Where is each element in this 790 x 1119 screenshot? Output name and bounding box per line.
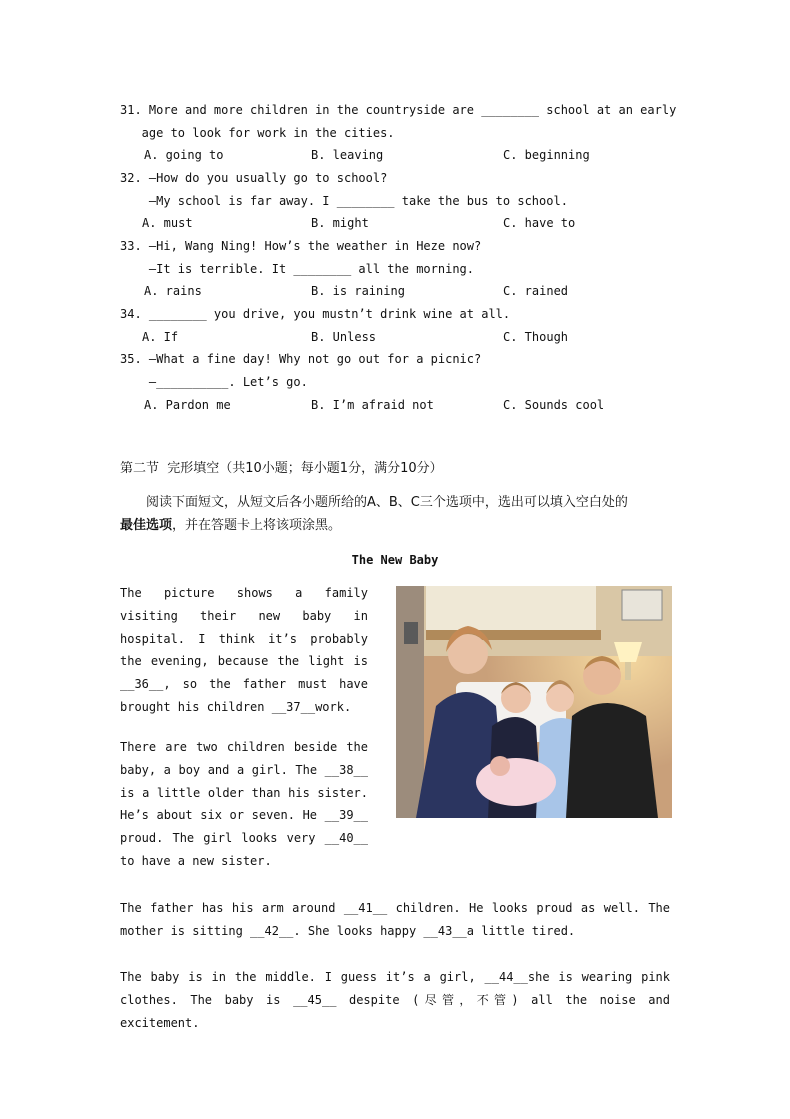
question-32-line-1: 32. —How do you usually go to school? (120, 171, 388, 185)
question-31-line-2: age to look for work in the cities. (120, 126, 395, 140)
passage-title: The New Baby (351, 553, 439, 567)
question-33-line-1: 33. —Hi, Wang Ning! How’s the weather in Heze now? (120, 239, 482, 253)
section-instruction-line-2 (120, 518, 341, 534)
passage-paragraph-3: The father has his arm around __41__ children. He looks proud as well. The mother is sitting __42__. She looks happy __43__a little tired. (120, 901, 670, 938)
question-31-line-1: 31. More and more children in the countryside are ________ school at an early (120, 103, 677, 117)
question-33-option-a: A. rains (144, 284, 202, 298)
family-photo (396, 586, 672, 818)
section-heading: 第二节 完形填空（共10小题；每小题1分，满分10分） (120, 461, 443, 476)
family-photo-icon (396, 586, 672, 818)
question-35-line-2: —__________. Let’s go. (120, 375, 308, 389)
question-33-line-2: —It is terrible. It ________ all the morning. (120, 262, 475, 276)
question-33-option-b: B. is raining (311, 284, 405, 298)
question-32-line-2: —My school is far away. I ________ take the bus to school. (120, 194, 568, 208)
instruction-rest-text: ，并在答题卡上将该项涂黑。 (172, 518, 342, 533)
instruction-bold-text: 最佳选项 (120, 518, 173, 533)
question-34-option-a: A. If (142, 330, 179, 344)
question-35-option-b: B. I’m afraid not (311, 398, 434, 412)
question-34-option-b: B. Unless (311, 330, 377, 344)
question-34-line-1: 34. ________ you drive, you mustn’t drink wine at all. (120, 307, 511, 321)
question-35-line-1: 35. —What a fine day! Why not go out for a picnic? (120, 352, 482, 366)
question-31-option-c: C. beginning (503, 148, 590, 162)
passage-paragraph-1: The picture shows a family visiting their new baby in hospital. I think it’s probably the evening, because the light is __36__, so the father must have brought his children __37__work. (120, 586, 368, 714)
question-32-option-a: A. must (142, 216, 193, 230)
question-35-option-a: A. Pardon me (144, 398, 231, 412)
question-32-option-b: B. might (311, 216, 369, 230)
question-35-option-c: C. Sounds cool (503, 398, 605, 412)
question-33-option-c: C. rained (503, 284, 569, 298)
question-31-option-b: B. leaving (311, 148, 384, 162)
question-31-option-a: A. going to (144, 148, 224, 162)
passage-paragraph-2: There are two children beside the baby, a boy and a girl. The __38__ is a little older than his sister. He’s about six or seven. He __39__ proud. The girl looks very __40__ to have a new sister. (120, 740, 368, 868)
question-32-option-c: C. have to (503, 216, 576, 230)
passage-paragraph-4: The baby is in the middle. I guess it’s a girl, __44__she is wearing pink clothes. The baby is __45__ despite (尽管，不管) all the noise and excitement. (120, 970, 670, 1030)
section-instruction-line-1: 阅读下面短文，从短文后各小题所给的A、B、C三个选项中，选出可以填入空白处的 (146, 495, 628, 510)
question-34-option-c: C. Though (503, 330, 569, 344)
